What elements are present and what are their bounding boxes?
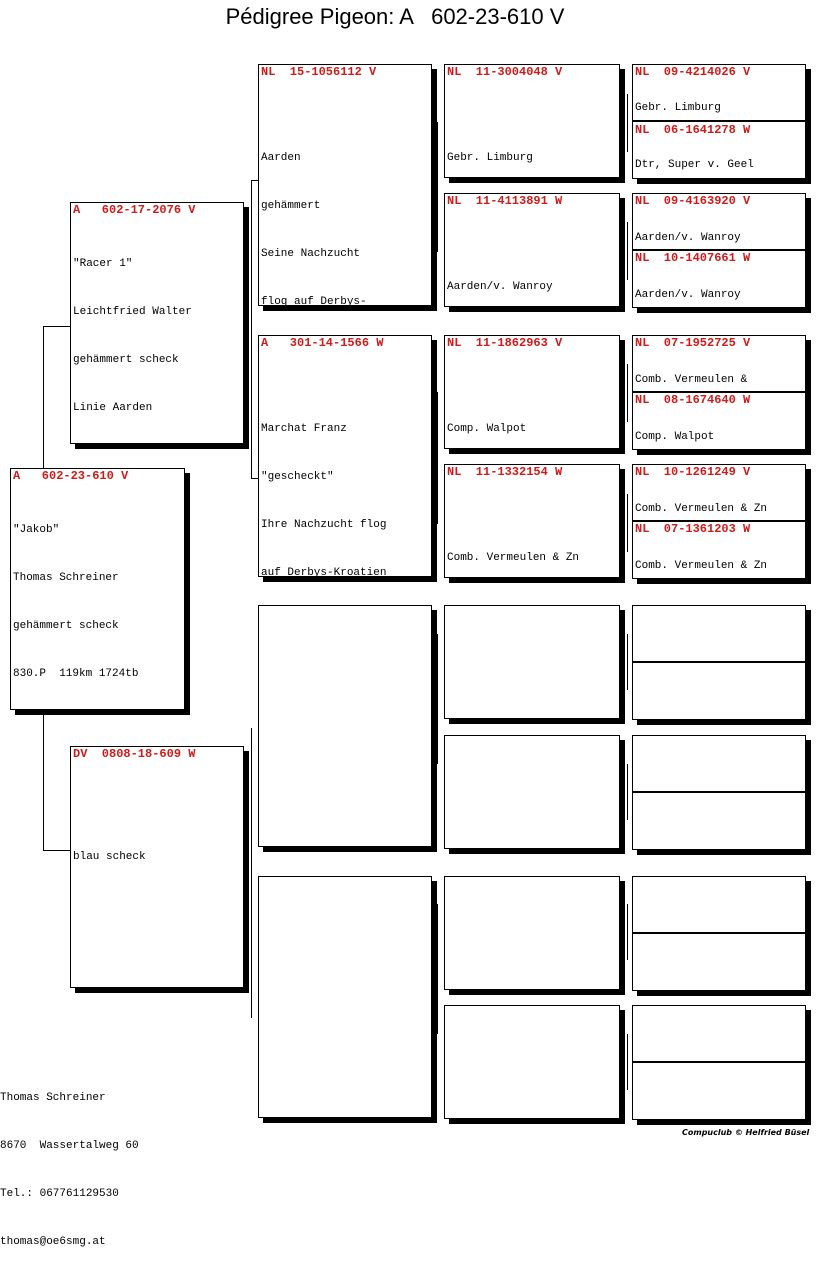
connector bbox=[251, 180, 252, 478]
ring-number: NL 08-1674640 W bbox=[635, 393, 751, 407]
great-grandparent-card bbox=[444, 335, 620, 449]
ring-number: NL 09-4163920 V bbox=[635, 194, 751, 208]
detail-line: Comb. Vermeulen & Zn bbox=[447, 552, 580, 564]
detail-line: Gebr. Limburg bbox=[447, 152, 533, 164]
ring-number: NL 06-1641278 W bbox=[635, 123, 751, 137]
detail-line: Comp. Walpot bbox=[447, 423, 527, 435]
connector bbox=[627, 364, 628, 422]
empty-gen5-pair-card bbox=[632, 1005, 806, 1120]
detail-line: Ihre Nachzucht flog bbox=[261, 519, 387, 531]
pigeon-details: Aarden/v. Wanroy bbox=[635, 289, 741, 301]
connector bbox=[43, 326, 71, 327]
ring-number: NL 11-4113891 W bbox=[447, 194, 563, 208]
gen5-pair-card bbox=[632, 64, 806, 179]
connector bbox=[627, 494, 628, 552]
subject-card bbox=[10, 468, 185, 710]
detail-line: "gescheckt" bbox=[261, 471, 334, 483]
detail-line: 830.P 119km 1724tb bbox=[13, 668, 139, 680]
owner-email[interactable]: thomas@oe6smg.at bbox=[0, 1236, 106, 1248]
grandparent-card bbox=[258, 335, 432, 577]
connector bbox=[627, 764, 628, 820]
pigeon-details bbox=[447, 486, 579, 578]
gen5-pair-card bbox=[632, 193, 806, 308]
divider bbox=[633, 791, 805, 793]
pigeon-details bbox=[447, 357, 566, 449]
connector bbox=[627, 904, 628, 960]
ring-number: A 602-17-2076 V bbox=[73, 203, 196, 217]
empty-gen5-pair-card bbox=[632, 735, 806, 850]
pigeon-details: Gebr. Limburg bbox=[635, 102, 721, 114]
empty-gen5-pair-card bbox=[632, 605, 806, 720]
empty-gen5-pair-card bbox=[632, 876, 806, 991]
father-card bbox=[70, 202, 244, 444]
page-title: Pédigree Pigeon: A 602-23-610 V bbox=[225, 4, 565, 29]
connector bbox=[437, 392, 438, 524]
pigeon-details bbox=[73, 785, 146, 897]
pigeon-details bbox=[13, 490, 138, 710]
detail-line: Aarden/v. Wanroy bbox=[447, 281, 553, 293]
mother-card bbox=[70, 746, 244, 988]
connector bbox=[437, 634, 438, 764]
owner-name: Thomas Schreiner bbox=[0, 1092, 106, 1104]
detail-line: Marchat Franz bbox=[261, 423, 347, 435]
gen5-pair-card bbox=[632, 464, 806, 579]
connector bbox=[627, 222, 628, 280]
detail-line: gehämmert scheck bbox=[13, 620, 119, 632]
empty-great-grandparent-card bbox=[444, 735, 620, 849]
empty-great-grandparent-card bbox=[444, 1005, 620, 1119]
ring-number: A 602-23-610 V bbox=[13, 469, 129, 483]
detail-line: auf Derbys-Kroatien bbox=[261, 567, 387, 577]
connector bbox=[437, 122, 438, 252]
pigeon-details bbox=[261, 357, 386, 577]
detail-line: "Racer 1" bbox=[73, 258, 133, 270]
ring-number: NL 09-4214026 V bbox=[635, 65, 751, 79]
pigeon-details bbox=[447, 86, 566, 178]
ring-number: NL 07-1952725 V bbox=[635, 336, 751, 350]
ring-number: DV 0808-18-609 W bbox=[73, 747, 196, 761]
detail-line: Thomas Schreiner bbox=[13, 572, 119, 584]
connector bbox=[627, 1034, 628, 1090]
pigeon-details bbox=[261, 86, 386, 306]
detail-line: "Jakob" bbox=[13, 524, 60, 536]
connector bbox=[251, 728, 252, 1018]
pigeon-details bbox=[73, 224, 198, 444]
ring-number: NL 10-1407661 W bbox=[635, 251, 751, 265]
ring-number: NL 11-1862963 V bbox=[447, 336, 563, 350]
pigeon-details: Comb. Vermeulen & Zn bbox=[635, 560, 768, 572]
great-grandparent-card bbox=[444, 64, 620, 178]
empty-great-grandparent-card bbox=[444, 876, 620, 990]
owner-contact bbox=[0, 1058, 139, 1266]
great-grandparent-card bbox=[444, 193, 620, 307]
ring-number: NL 15-1056112 V bbox=[261, 65, 377, 79]
empty-grandparent-card bbox=[258, 605, 432, 847]
connector bbox=[627, 94, 628, 152]
ring-number: NL 07-1361203 W bbox=[635, 522, 751, 536]
owner-phone: Tel.: 067761129530 bbox=[0, 1188, 119, 1200]
pigeon-details: Comp. Walpot bbox=[635, 431, 715, 443]
detail-line: flog auf Derbys- bbox=[261, 296, 367, 306]
divider bbox=[633, 932, 805, 934]
pigeon-details: Comb. Vermeulen & bbox=[635, 374, 748, 386]
detail-line: Aarden bbox=[261, 152, 301, 164]
detail-line: Linie Aarden bbox=[73, 402, 153, 414]
ring-number: A 301-14-1566 W bbox=[261, 336, 384, 350]
empty-great-grandparent-card bbox=[444, 605, 620, 719]
owner-address: 8670 Wassertalweg 60 bbox=[0, 1140, 139, 1152]
detail-line: Leichtfried Walter bbox=[73, 306, 192, 318]
pigeon-details: Dtr, Super v. Geel bbox=[635, 159, 754, 171]
detail-line: Seine Nachzucht bbox=[261, 248, 361, 260]
gen5-pair-card bbox=[632, 335, 806, 450]
detail-line: gehämmert scheck bbox=[73, 354, 179, 366]
connector bbox=[43, 850, 71, 851]
divider bbox=[633, 661, 805, 663]
grandparent-card bbox=[258, 64, 432, 306]
ring-number: NL 10-1261249 V bbox=[635, 465, 751, 479]
divider bbox=[633, 1061, 805, 1063]
pigeon-details bbox=[447, 215, 553, 307]
divider bbox=[633, 120, 805, 122]
pigeon-details: Comb. Vermeulen & Zn bbox=[635, 503, 768, 515]
pigeon-details: Aarden/v. Wanroy bbox=[635, 232, 741, 244]
connector bbox=[627, 634, 628, 690]
ring-number: NL 11-1332154 W bbox=[447, 465, 563, 479]
detail-line: blau scheck bbox=[73, 851, 146, 863]
connector bbox=[437, 904, 438, 1034]
detail-line: gehämmert bbox=[261, 200, 321, 212]
great-grandparent-card bbox=[444, 464, 620, 578]
software-credit: Compuclub © Helfried Büsel bbox=[682, 1128, 810, 1137]
empty-grandparent-card bbox=[258, 876, 432, 1118]
ring-number: NL 11-3004048 V bbox=[447, 65, 563, 79]
